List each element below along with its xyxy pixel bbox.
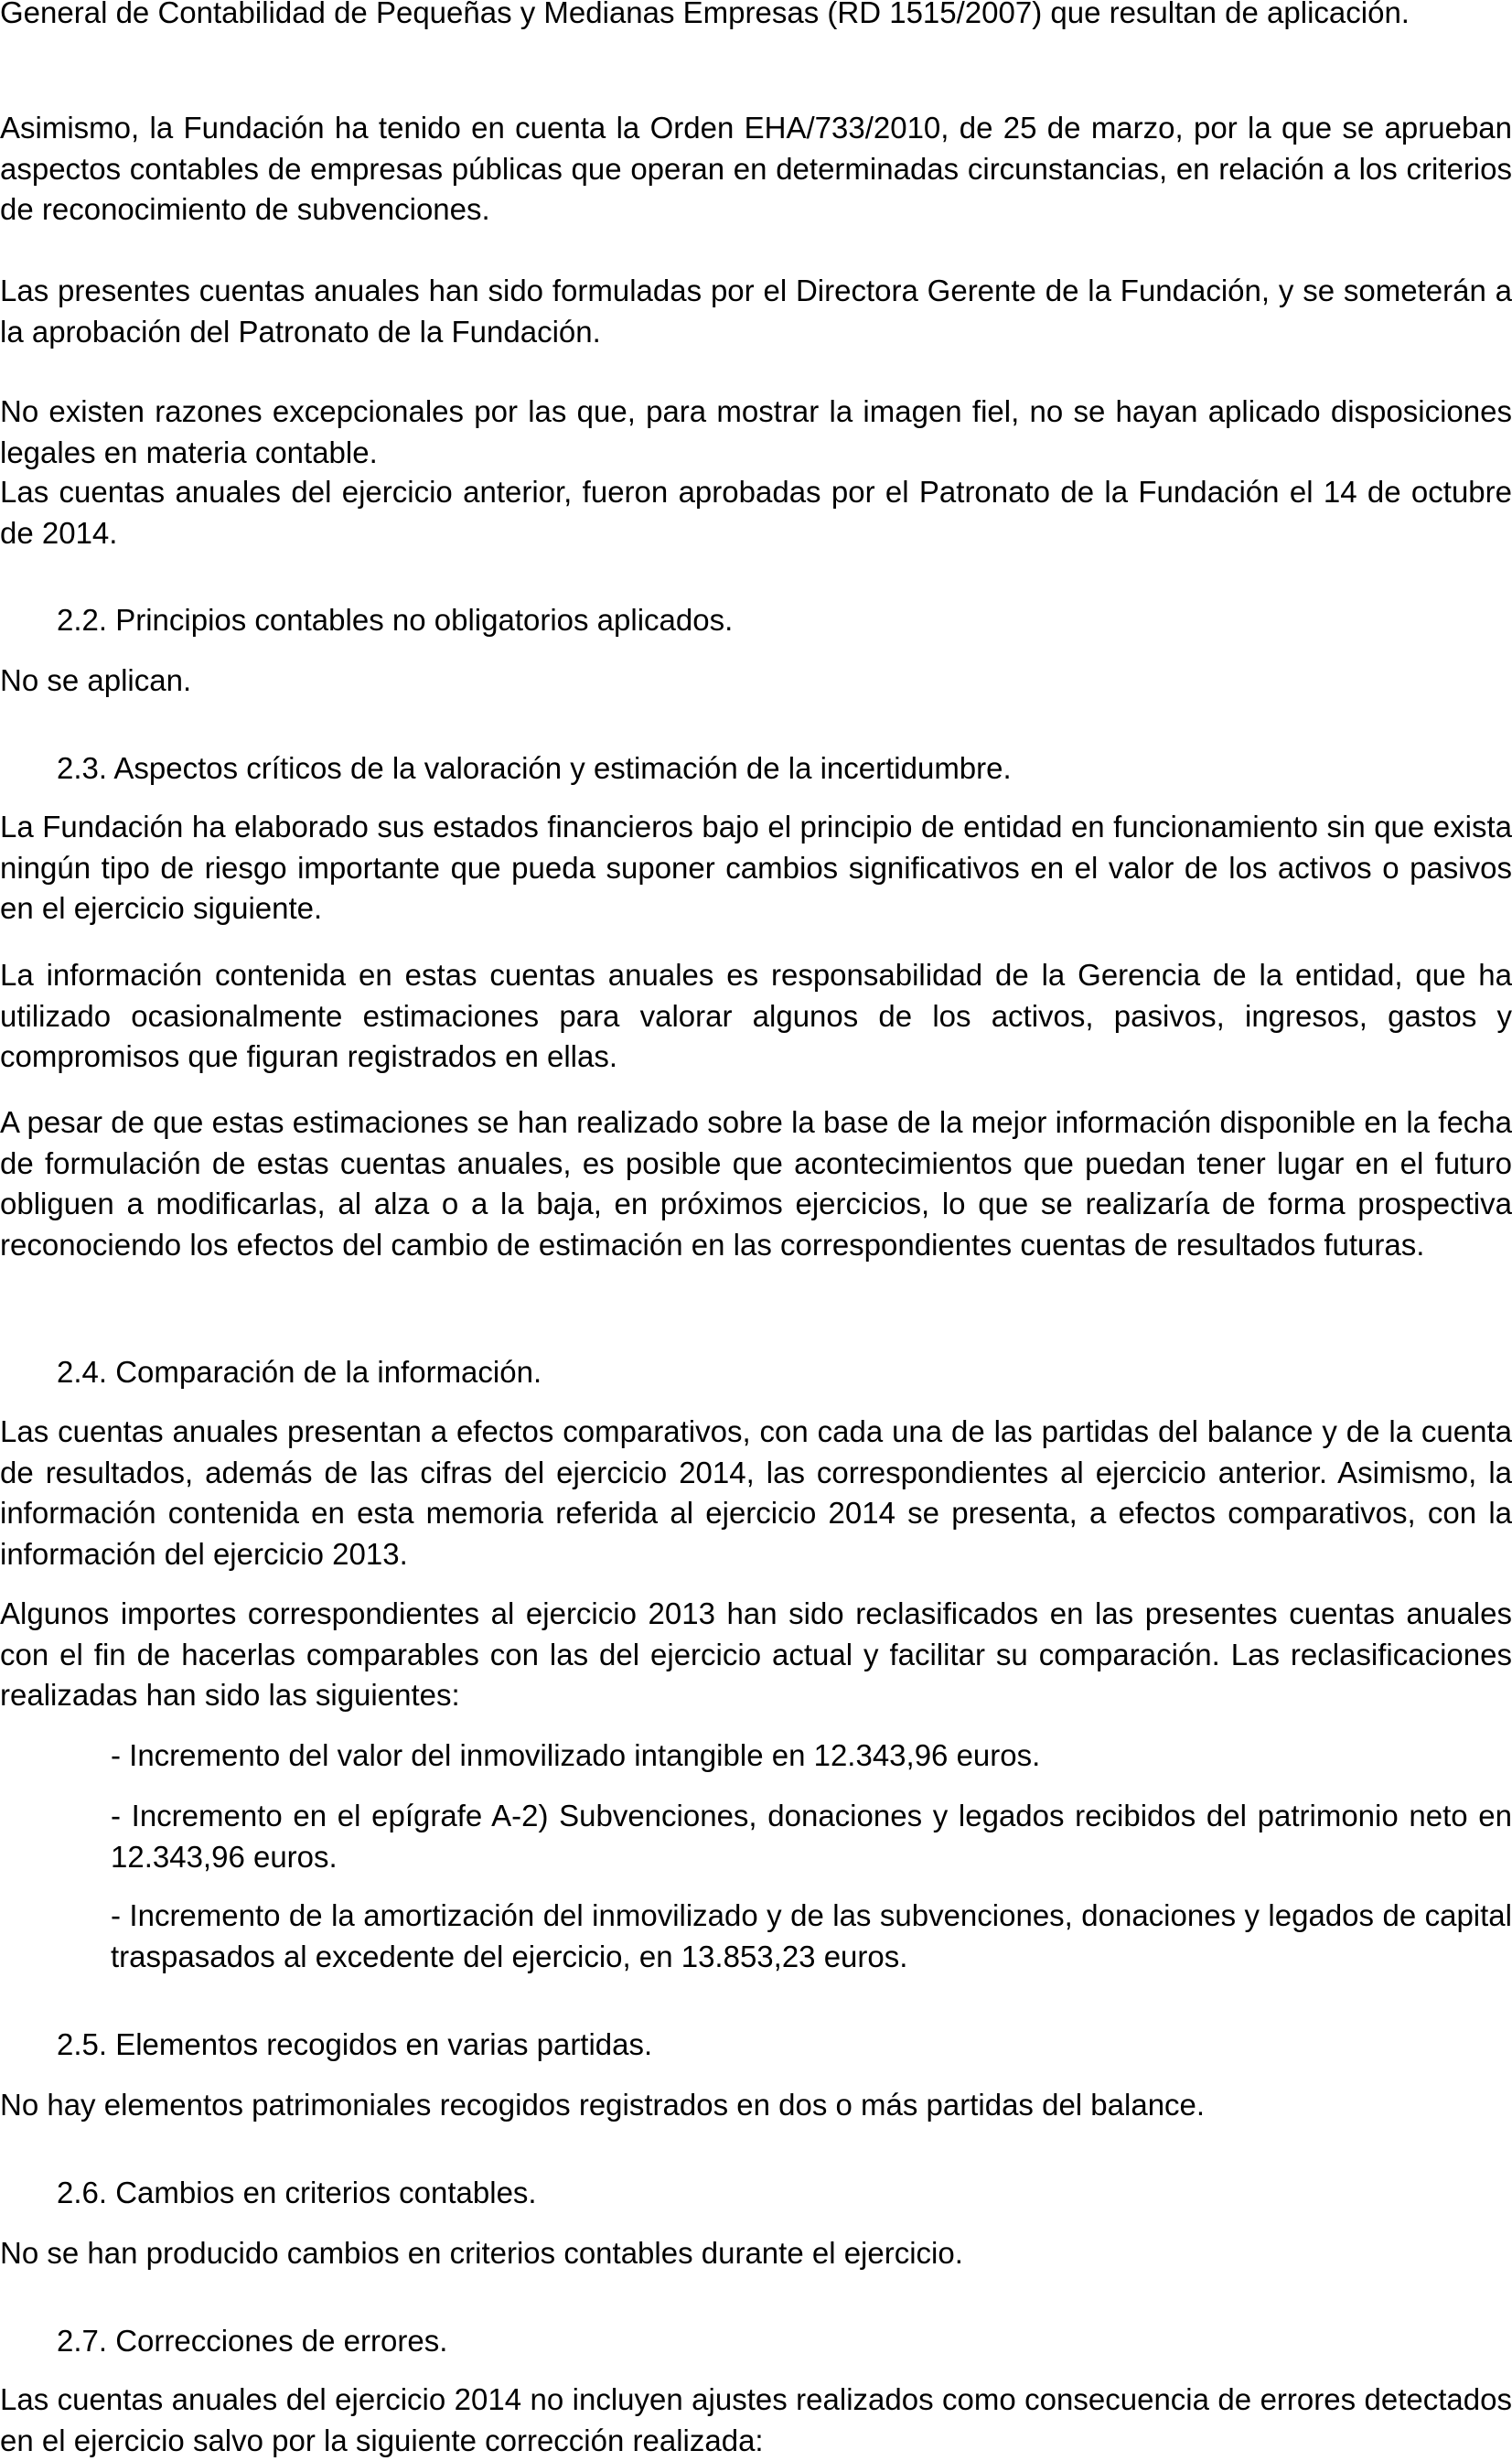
paragraph-2-7: Las cuentas anuales del ejercicio 2014 no incluyen ajustes realizados como consecuencia de errores detectados en el ejercicio salvo por la siguiente corrección realizada: (0, 2382, 1512, 2457)
paragraph-2-4-comparativos: Las cuentas anuales presentan a efectos comparativos, con cada una de las partidas del balance y de la cuenta de resultados, además de las cifras del ejercicio 2014, las correspondientes al ejercicio anterior. Asimismo, la información contenida en esta memoria referida al ejercicio 2014 se presenta, a efectos comparativos, con la información del ejercicio 2013. (0, 1414, 1512, 1571)
list-item-subvenciones-patrimonio: - Incremento en el epígrafe A-2) Subvenciones, donaciones y legados recibidos del patrimonio neto en 12.343,96 euros. (111, 1799, 1512, 1874)
paragraph-2-3-gerencia: La información contenida en estas cuentas anuales es responsabilidad de la Gerencia de la entidad, que ha utilizado ocasionalmente estimaciones para valorar algunos de los activos, pasivos, ingresos, gastos y compromisos que figuran registrados en ellas. (0, 958, 1512, 1074)
paragraph-2-4-reclasificados: Algunos importes correspondientes al ejercicio 2013 han sido reclasificados en las presentes cuentas anuales con el fin de hacerlas comparables con las del ejercicio actual y facilitar su comparación. Las reclasificaciones realizadas han sido las siguientes: (0, 1596, 1512, 1713)
paragraph-orden-eha: Asimismo, la Fundación ha tenido en cuenta la Orden EHA/733/2010, de 25 de marzo, por la que se aprueban aspectos contables de empresas públicas que operan en determinadas circunstancias, en relación a los criterios de reconocimiento de subvenciones. (0, 111, 1512, 227)
paragraph-ejercicio-anterior: Las cuentas anuales del ejercicio anterior, fueron aprobadas por el Patronato de la Fundación el 14 de octubre de 2014. (0, 475, 1512, 550)
section-heading-2-6: 2.6. Cambios en criterios contables. (57, 2176, 537, 2209)
paragraph-2-6: No se han producido cambios en criterios contables durante el ejercicio. (0, 2236, 963, 2270)
paragraph-2-3-funcionamiento: La Fundación ha elaborado sus estados financieros bajo el principio de entidad en funcionamiento sin que exista ningún tipo de riesgo importante que pueda suponer cambios significativos en el valor de los activos o pasivos en el ejercicio siguiente. (0, 810, 1512, 926)
paragraph-razones-excepcionales: No existen razones excepcionales por las que, para mostrar la imagen fiel, no se hayan aplicado disposiciones legales en materia contable. (0, 394, 1512, 469)
paragraph-formuladas: Las presentes cuentas anuales han sido formuladas por el Directora Gerente de la Fundación, y se someterán a la aprobación del Patronato de la Fundación. (0, 274, 1512, 349)
section-heading-2-4: 2.4. Comparación de la información. (57, 1355, 542, 1389)
section-heading-2-3: 2.3. Aspectos críticos de la valoración y estimación de la incertidumbre. (57, 751, 1012, 785)
list-item-amortizacion: - Incremento de la amortización del inmovilizado y de las subvenciones, donaciones y legados de capital traspasados al excedente del ejercicio, en 13.853,23 euros. (111, 1898, 1512, 1973)
section-heading-2-2: 2.2. Principios contables no obligatorios aplicados. (57, 603, 734, 637)
paragraph-2-3-estimaciones: A pesar de que estas estimaciones se han realizado sobre la base de la mejor información disponible en la fecha de formulación de estas cuentas anuales, es posible que acontecimientos que puedan tener lugar en el futuro obliguen a modificarlas, al alza o a la baja, en próximos ejercicios, lo que se realizaría de forma prospectiva reconociendo los efectos del cambio de estimación en las correspondientes cuentas de resultados futuras. (0, 1105, 1512, 1262)
paragraph-2-2: No se aplican. (0, 663, 192, 697)
section-heading-2-5: 2.5. Elementos recogidos en varias partidas. (57, 2027, 653, 2061)
paragraph-intro-tail: General de Contabilidad de Pequeñas y Medianas Empresas (RD 1515/2007) que resultan de aplicación. (0, 0, 1410, 29)
paragraph-2-5: No hay elementos patrimoniales recogidos registrados en dos o más partidas del balance. (0, 2088, 1206, 2122)
list-item-inmovilizado-intangible: - Incremento del valor del inmovilizado intangible en 12.343,96 euros. (111, 1738, 1041, 1772)
section-heading-2-7: 2.7. Correcciones de errores. (57, 2324, 448, 2358)
